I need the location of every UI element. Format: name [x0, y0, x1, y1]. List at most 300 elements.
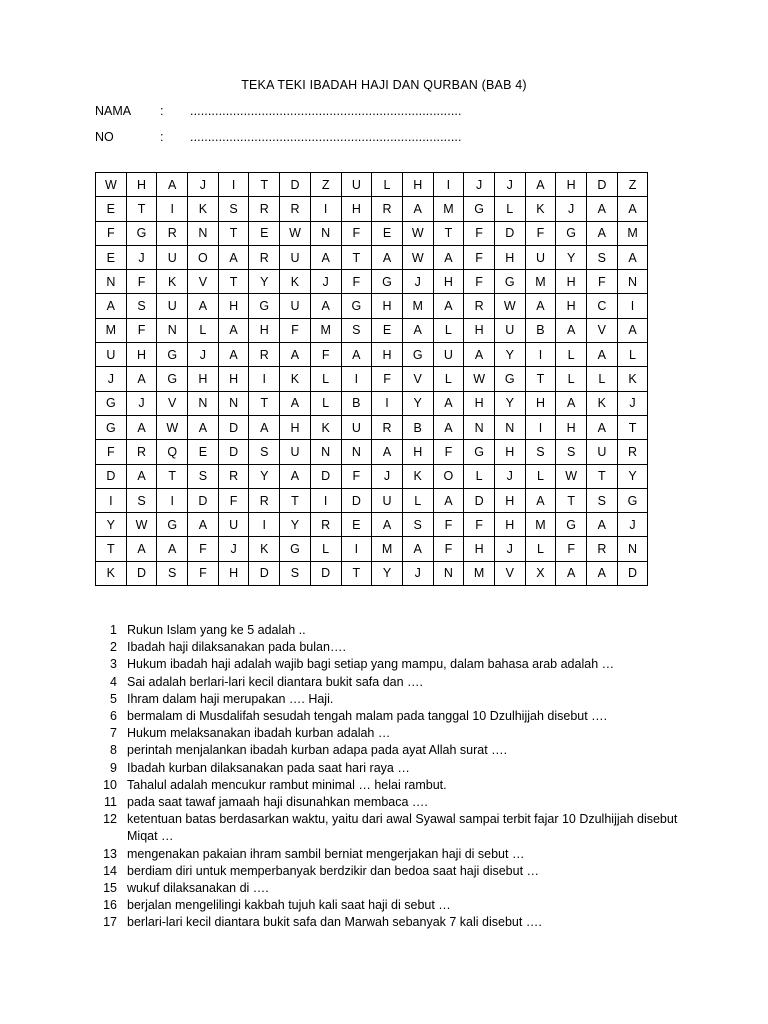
- grid-cell: S: [126, 488, 157, 512]
- grid-cell: H: [464, 391, 495, 415]
- grid-cell: T: [617, 415, 648, 439]
- question-number: 8: [110, 743, 117, 758]
- grid-cell: I: [617, 294, 648, 318]
- grid-cell: S: [188, 464, 219, 488]
- grid-cell: H: [218, 367, 249, 391]
- grid-cell: Y: [96, 513, 127, 537]
- grid-cell: D: [126, 561, 157, 585]
- grid-cell: Y: [617, 464, 648, 488]
- grid-cell: H: [494, 245, 525, 269]
- grid-cell: K: [587, 391, 618, 415]
- grid-cell: H: [341, 197, 372, 221]
- grid-cell: A: [218, 343, 249, 367]
- grid-cell: I: [249, 367, 280, 391]
- grid-cell: K: [617, 367, 648, 391]
- grid-cell: F: [188, 561, 219, 585]
- grid-cell: A: [525, 488, 556, 512]
- grid-cell: G: [280, 537, 311, 561]
- grid-cell: R: [372, 197, 403, 221]
- grid-cell: L: [310, 367, 341, 391]
- grid-cell: A: [587, 197, 618, 221]
- grid-cell: G: [249, 294, 280, 318]
- grid-cell: S: [587, 488, 618, 512]
- grid-cell: R: [464, 294, 495, 318]
- grid-cell: A: [402, 318, 433, 342]
- grid-cell: A: [433, 488, 464, 512]
- question-number: 4: [110, 674, 117, 689]
- grid-cell: L: [556, 343, 587, 367]
- question-number: 6: [110, 709, 117, 724]
- grid-cell: J: [372, 464, 403, 488]
- grid-cell: N: [617, 270, 648, 294]
- grid-cell: F: [218, 488, 249, 512]
- grid-cell: R: [249, 245, 280, 269]
- question-text: ketentuan batas berdasarkan waktu, yaitu dari awal Syawal sampai terbit fajar 10 Dzulhijjah disebut Miqat …: [127, 812, 678, 844]
- grid-cell: A: [617, 197, 648, 221]
- grid-cell: A: [587, 343, 618, 367]
- grid-cell: H: [280, 415, 311, 439]
- grid-cell: H: [218, 294, 249, 318]
- grid-cell: D: [310, 561, 341, 585]
- grid-cell: T: [341, 561, 372, 585]
- grid-cell: G: [157, 343, 188, 367]
- grid-cell: F: [280, 318, 311, 342]
- grid-cell: H: [464, 537, 495, 561]
- grid-cell: Z: [617, 173, 648, 197]
- grid-row: [96, 367, 648, 391]
- grid-cell: I: [310, 488, 341, 512]
- grid-cell: S: [126, 294, 157, 318]
- grid-cell: I: [372, 391, 403, 415]
- grid-cell: M: [617, 221, 648, 245]
- grid-cell: U: [372, 488, 403, 512]
- grid-cell: A: [587, 513, 618, 537]
- grid-row: [96, 245, 648, 269]
- grid-cell: J: [96, 367, 127, 391]
- grid-cell: H: [372, 294, 403, 318]
- grid-cell: A: [218, 245, 249, 269]
- grid-cell: A: [464, 343, 495, 367]
- grid-cell: D: [310, 464, 341, 488]
- question-item: [95, 897, 695, 914]
- grid-cell: R: [280, 197, 311, 221]
- grid-cell: H: [433, 270, 464, 294]
- grid-cell: F: [556, 537, 587, 561]
- grid-cell: A: [188, 415, 219, 439]
- question-item: [95, 622, 695, 639]
- grid-cell: W: [402, 221, 433, 245]
- grid-cell: N: [157, 318, 188, 342]
- grid-cell: V: [157, 391, 188, 415]
- grid-cell: M: [372, 537, 403, 561]
- grid-cell: R: [310, 513, 341, 537]
- grid-cell: J: [494, 464, 525, 488]
- grid-cell: F: [464, 245, 495, 269]
- grid-cell: S: [280, 561, 311, 585]
- question-item: [95, 742, 695, 759]
- grid-cell: B: [341, 391, 372, 415]
- question-text: perintah menjalankan ibadah kurban adapa pada ayat Allah surat ….: [127, 743, 508, 758]
- grid-cell: A: [341, 343, 372, 367]
- grid-cell: W: [96, 173, 127, 197]
- grid-cell: G: [464, 440, 495, 464]
- grid-cell: D: [249, 561, 280, 585]
- grid-cell: Y: [249, 270, 280, 294]
- grid-cell: H: [556, 173, 587, 197]
- grid-cell: J: [402, 270, 433, 294]
- grid-cell: F: [96, 440, 127, 464]
- grid-cell: X: [525, 561, 556, 585]
- grid-cell: I: [433, 173, 464, 197]
- grid-cell: V: [587, 318, 618, 342]
- grid-cell: A: [126, 367, 157, 391]
- grid-cell: U: [157, 245, 188, 269]
- grid-cell: I: [341, 537, 372, 561]
- grid-cell: I: [157, 197, 188, 221]
- grid-cell: G: [556, 513, 587, 537]
- question-number: 17: [103, 915, 117, 930]
- grid-row: [96, 537, 648, 561]
- grid-cell: K: [402, 464, 433, 488]
- grid-cell: H: [402, 173, 433, 197]
- grid-cell: G: [464, 197, 495, 221]
- grid-cell: N: [96, 270, 127, 294]
- question-number: 9: [110, 760, 117, 775]
- grid-cell: G: [96, 391, 127, 415]
- grid-cell: G: [402, 343, 433, 367]
- grid-cell: T: [556, 488, 587, 512]
- grid-cell: H: [494, 488, 525, 512]
- grid-cell: F: [188, 537, 219, 561]
- grid-cell: U: [494, 318, 525, 342]
- grid-cell: A: [96, 294, 127, 318]
- question-text: Rukun Islam yang ke 5 adalah ..: [127, 623, 306, 637]
- grid-cell: N: [464, 415, 495, 439]
- grid-cell: N: [494, 415, 525, 439]
- question-text: pada saat tawaf jamaah haji disunahkan membaca ….: [127, 795, 428, 810]
- grid-cell: U: [280, 294, 311, 318]
- name-blank-line: ............................................................................: [190, 104, 462, 118]
- grid-cell: K: [188, 197, 219, 221]
- grid-cell: W: [556, 464, 587, 488]
- grid-cell: I: [157, 488, 188, 512]
- grid-cell: L: [310, 537, 341, 561]
- grid-cell: O: [188, 245, 219, 269]
- grid-cell: F: [372, 367, 403, 391]
- grid-cell: H: [494, 513, 525, 537]
- grid-cell: R: [249, 197, 280, 221]
- grid-cell: I: [218, 173, 249, 197]
- grid-cell: N: [310, 440, 341, 464]
- grid-cell: W: [126, 513, 157, 537]
- grid-cell: A: [218, 318, 249, 342]
- grid-cell: J: [188, 343, 219, 367]
- grid-cell: I: [310, 197, 341, 221]
- grid-cell: Y: [556, 245, 587, 269]
- grid-cell: K: [280, 367, 311, 391]
- grid-cell: M: [96, 318, 127, 342]
- grid-cell: D: [218, 415, 249, 439]
- grid-cell: A: [525, 173, 556, 197]
- grid-cell: G: [556, 221, 587, 245]
- grid-cell: J: [402, 561, 433, 585]
- grid-cell: S: [587, 245, 618, 269]
- grid-cell: D: [218, 440, 249, 464]
- grid-cell: A: [433, 245, 464, 269]
- grid-cell: E: [372, 221, 403, 245]
- grid-cell: M: [525, 513, 556, 537]
- grid-cell: D: [464, 488, 495, 512]
- grid-cell: F: [341, 221, 372, 245]
- grid-cell: U: [587, 440, 618, 464]
- grid-cell: F: [464, 513, 495, 537]
- question-item: [95, 760, 695, 777]
- grid-cell: U: [280, 440, 311, 464]
- grid-row: [96, 294, 648, 318]
- grid-cell: G: [372, 270, 403, 294]
- grid-cell: R: [249, 343, 280, 367]
- grid-cell: A: [556, 561, 587, 585]
- number-colon: :: [160, 130, 164, 144]
- grid-cell: F: [126, 318, 157, 342]
- grid-cell: A: [402, 197, 433, 221]
- grid-cell: K: [157, 270, 188, 294]
- question-number: 3: [110, 657, 117, 672]
- grid-cell: A: [310, 294, 341, 318]
- question-number: 5: [110, 691, 117, 706]
- grid-cell: T: [218, 221, 249, 245]
- grid-cell: J: [188, 173, 219, 197]
- grid-cell: H: [556, 270, 587, 294]
- question-item: [95, 708, 695, 725]
- page-title: TEKA TEKI IBADAH HAJI DAN QURBAN (BAB 4): [241, 78, 527, 92]
- grid-cell: L: [433, 318, 464, 342]
- grid-cell: B: [525, 318, 556, 342]
- question-item: [95, 777, 695, 794]
- grid-cell: G: [157, 367, 188, 391]
- grid-cell: K: [525, 197, 556, 221]
- grid-cell: S: [525, 440, 556, 464]
- grid-cell: L: [372, 173, 403, 197]
- grid-cell: Z: [310, 173, 341, 197]
- grid-cell: N: [218, 391, 249, 415]
- number-label: NO: [95, 130, 114, 144]
- grid-cell: H: [464, 318, 495, 342]
- grid-cell: R: [218, 464, 249, 488]
- grid-row: [96, 513, 648, 537]
- grid-cell: M: [433, 197, 464, 221]
- grid-cell: U: [96, 343, 127, 367]
- grid-cell: F: [433, 537, 464, 561]
- question-item: [95, 725, 695, 742]
- grid-cell: Q: [157, 440, 188, 464]
- grid-cell: F: [587, 270, 618, 294]
- grid-cell: H: [556, 415, 587, 439]
- grid-cell: F: [341, 270, 372, 294]
- grid-cell: T: [587, 464, 618, 488]
- grid-cell: Y: [494, 343, 525, 367]
- grid-cell: J: [218, 537, 249, 561]
- grid-cell: L: [464, 464, 495, 488]
- grid-cell: S: [402, 513, 433, 537]
- grid-cell: L: [433, 367, 464, 391]
- grid-cell: I: [96, 488, 127, 512]
- grid-cell: E: [341, 513, 372, 537]
- question-number: 1: [110, 623, 117, 637]
- question-number: 11: [104, 795, 117, 810]
- question-text: Hukum melaksanakan ibadah kurban adalah …: [127, 726, 391, 741]
- grid-cell: H: [494, 440, 525, 464]
- grid-cell: I: [341, 367, 372, 391]
- grid-cell: L: [494, 197, 525, 221]
- grid-cell: A: [587, 561, 618, 585]
- grid-cell: H: [126, 343, 157, 367]
- grid-cell: H: [249, 318, 280, 342]
- grid-cell: A: [188, 294, 219, 318]
- grid-cell: F: [126, 270, 157, 294]
- question-number: 13: [103, 846, 117, 861]
- grid-cell: A: [280, 391, 311, 415]
- grid-cell: H: [402, 440, 433, 464]
- grid-row: [96, 221, 648, 245]
- grid-cell: J: [494, 537, 525, 561]
- name-colon: :: [160, 104, 164, 118]
- grid-cell: H: [556, 294, 587, 318]
- grid-cell: U: [341, 173, 372, 197]
- grid-cell: T: [157, 464, 188, 488]
- grid-cell: S: [341, 318, 372, 342]
- grid-cell: H: [218, 561, 249, 585]
- grid-cell: H: [188, 367, 219, 391]
- question-text: Sai adalah berlari-lari kecil diantara bukit safa dan ….: [127, 674, 423, 689]
- question-text: Ihram dalam haji merupakan …. Haji.: [127, 691, 334, 706]
- grid-cell: D: [494, 221, 525, 245]
- grid-cell: T: [96, 537, 127, 561]
- question-text: bermalam di Musdalifah sesudah tengah malam pada tanggal 10 Dzulhijjah disebut ….: [127, 709, 608, 724]
- grid-cell: F: [341, 464, 372, 488]
- grid-cell: N: [188, 391, 219, 415]
- grid-cell: J: [310, 270, 341, 294]
- grid-cell: G: [617, 488, 648, 512]
- grid-cell: I: [525, 343, 556, 367]
- grid-cell: U: [218, 513, 249, 537]
- question-text: Ibadah haji dilaksanakan pada bulan….: [127, 640, 346, 655]
- grid-cell: A: [126, 537, 157, 561]
- question-item: [95, 914, 695, 931]
- grid-cell: F: [310, 343, 341, 367]
- grid-cell: A: [433, 391, 464, 415]
- grid-cell: M: [525, 270, 556, 294]
- grid-cell: A: [556, 318, 587, 342]
- grid-cell: J: [464, 173, 495, 197]
- grid-cell: T: [341, 245, 372, 269]
- grid-cell: L: [525, 464, 556, 488]
- grid-cell: S: [249, 440, 280, 464]
- question-number: 16: [103, 898, 117, 913]
- grid-cell: J: [617, 391, 648, 415]
- grid-cell: R: [249, 488, 280, 512]
- grid-cell: R: [587, 537, 618, 561]
- grid-cell: S: [157, 561, 188, 585]
- question-text: wukuf dilaksanakan di ….: [127, 881, 269, 896]
- grid-cell: O: [433, 464, 464, 488]
- grid-cell: L: [587, 367, 618, 391]
- grid-cell: S: [556, 440, 587, 464]
- grid-cell: G: [126, 221, 157, 245]
- grid-cell: A: [126, 415, 157, 439]
- grid-cell: F: [433, 513, 464, 537]
- grid-cell: K: [280, 270, 311, 294]
- grid-row: [96, 561, 648, 585]
- grid-cell: A: [525, 294, 556, 318]
- grid-cell: A: [188, 513, 219, 537]
- question-text: mengenakan pakaian ihram sambil berniat mengerjakan haji di sebut …: [127, 846, 525, 861]
- grid-cell: U: [157, 294, 188, 318]
- question-text: berdiam diri untuk memperbanyak berdzikir dan bedoa saat haji disebut …: [127, 863, 540, 878]
- grid-cell: W: [280, 221, 311, 245]
- grid-row: [96, 488, 648, 512]
- grid-cell: N: [341, 440, 372, 464]
- question-item: [95, 846, 695, 863]
- grid-cell: T: [280, 488, 311, 512]
- grid-cell: R: [157, 221, 188, 245]
- grid-cell: Y: [494, 391, 525, 415]
- question-item: [95, 691, 695, 708]
- grid-cell: T: [218, 270, 249, 294]
- grid-row: [96, 173, 648, 197]
- grid-cell: Y: [402, 391, 433, 415]
- grid-cell: T: [249, 173, 280, 197]
- grid-cell: A: [280, 464, 311, 488]
- grid-cell: E: [96, 197, 127, 221]
- grid-cell: R: [126, 440, 157, 464]
- number-blank-line: ............................................................................: [190, 130, 462, 144]
- grid-cell: I: [525, 415, 556, 439]
- grid-cell: G: [341, 294, 372, 318]
- grid-cell: D: [587, 173, 618, 197]
- grid-cell: T: [525, 367, 556, 391]
- grid-cell: A: [310, 245, 341, 269]
- question-item: [95, 811, 695, 845]
- grid-cell: I: [249, 513, 280, 537]
- grid-cell: D: [188, 488, 219, 512]
- grid-row: [96, 270, 648, 294]
- grid-cell: A: [617, 245, 648, 269]
- question-number: 2: [110, 640, 117, 655]
- question-number: 12: [103, 812, 117, 827]
- grid-cell: M: [464, 561, 495, 585]
- grid-cell: W: [494, 294, 525, 318]
- grid-cell: U: [341, 415, 372, 439]
- question-number: 7: [110, 726, 117, 741]
- grid-cell: H: [372, 343, 403, 367]
- grid-cell: K: [249, 537, 280, 561]
- grid-cell: D: [96, 464, 127, 488]
- grid-cell: G: [494, 367, 525, 391]
- grid-cell: K: [310, 415, 341, 439]
- grid-row: [96, 440, 648, 464]
- grid-cell: F: [464, 270, 495, 294]
- grid-cell: D: [341, 488, 372, 512]
- question-item: [95, 639, 695, 656]
- grid-cell: E: [249, 221, 280, 245]
- grid-cell: U: [280, 245, 311, 269]
- name-label: NAMA: [95, 104, 132, 118]
- grid-cell: W: [464, 367, 495, 391]
- grid-cell: A: [280, 343, 311, 367]
- question-item: [95, 794, 695, 811]
- grid-cell: E: [188, 440, 219, 464]
